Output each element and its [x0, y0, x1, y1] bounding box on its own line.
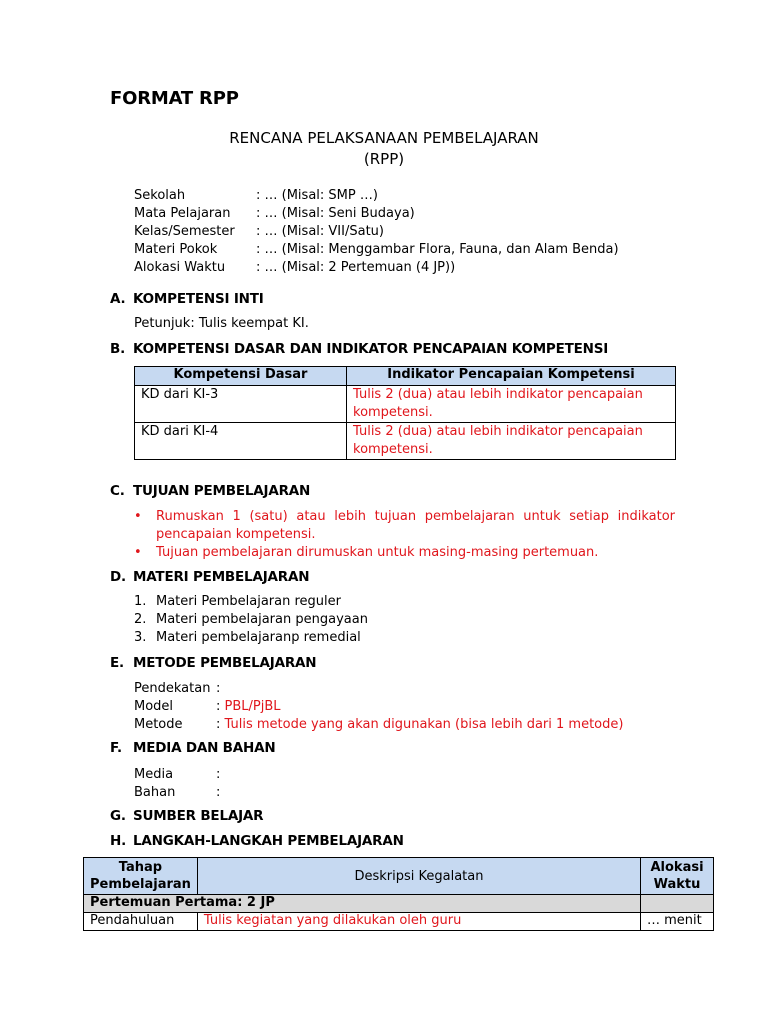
media-row — [134, 784, 220, 802]
langkah-table — [83, 857, 714, 931]
section-letter: H. — [110, 833, 127, 849]
field-colon: : — [216, 767, 221, 782]
identity-label: Sekolah — [134, 188, 186, 203]
field-colon: : — [216, 717, 221, 732]
identity-label: Materi Pokok — [134, 242, 218, 257]
list-number: 1. — [134, 594, 147, 609]
section-title: KOMPETENSI DASAR DAN INDIKATOR PENCAPAIAN KOMPETENSI — [133, 341, 609, 357]
kd-header: Kompetensi Dasar — [135, 367, 347, 386]
list-item — [134, 508, 675, 544]
bullet-icon: • — [134, 509, 142, 524]
field-label: Pendekatan — [134, 681, 211, 696]
deskripsi-header: Deskripsi Kegalatan — [197, 858, 640, 895]
metode-row — [134, 698, 623, 716]
header-text: Waktu — [653, 877, 701, 892]
ipk-text: kompetensi. — [353, 405, 433, 420]
list-item-text: Tujuan pembelajaran dirumuskan untuk masing-masing pertemuan. — [156, 545, 599, 560]
tujuan-list — [134, 508, 675, 562]
list-item-text: Materi pembelajaran pengayaan — [156, 612, 368, 627]
kd-cell: KD dari KI-3 — [135, 386, 347, 423]
ipk-cell — [347, 423, 676, 460]
list-number: 2. — [134, 612, 147, 627]
identity-value: : … (Misal: Seni Budaya) — [256, 206, 415, 221]
section-title: SUMBER BELAJAR — [133, 808, 264, 824]
field-label: Media — [134, 767, 174, 782]
identity-value: : … (Misal: 2 Pertemuan (4 JP)) — [256, 260, 456, 275]
identity-label: Mata Pelajaran — [134, 206, 231, 221]
section-heading-b — [110, 341, 608, 357]
list-item — [134, 611, 368, 629]
section-title: KOMPETENSI INTI — [133, 291, 264, 307]
section-title: MEDIA DAN BAHAN — [133, 740, 276, 756]
meeting-row — [84, 895, 714, 913]
section-title: LANGKAH-LANGKAH PEMBELAJARAN — [133, 833, 404, 849]
list-item — [134, 593, 368, 611]
tahap-header — [84, 858, 198, 895]
field-value: PBL/PjBL — [224, 699, 281, 714]
section-heading-a — [110, 291, 264, 307]
section-letter: B. — [110, 341, 126, 357]
meeting-empty-cell — [641, 895, 714, 913]
meeting-label: Pertemuan Pertama: 2 JP — [84, 895, 641, 913]
field-colon: : — [216, 699, 221, 714]
list-item-text: Rumuskan 1 (satu) atau lebih tujuan pembelajaran untuk setiap indikator pencapaian kompetensi. — [156, 509, 675, 542]
bullet-icon: • — [134, 545, 142, 560]
ki-instruction: Petunjuk: Tulis keempat KI. — [134, 316, 309, 331]
field-colon: : — [216, 785, 221, 800]
ipk-cell — [347, 386, 676, 423]
table-row — [135, 386, 676, 423]
identity-label: Kelas/Semester — [134, 224, 235, 239]
field-colon: : — [216, 681, 221, 696]
list-item — [134, 544, 675, 562]
media-block — [134, 766, 220, 802]
alokasi-cell: … menit — [641, 913, 714, 931]
table-row — [84, 913, 714, 931]
section-heading-d — [110, 569, 309, 585]
section-title: MATERI PEMBELAJARAN — [133, 569, 310, 585]
ipk-header: Indikator Pencapaian Kompetensi — [347, 367, 676, 386]
deskripsi-cell: Tulis kegiatan yang dilakukan oleh guru — [197, 913, 640, 931]
identity-row — [134, 259, 619, 277]
alokasi-header — [641, 858, 714, 895]
identity-value: : … (Misal: Menggambar Flora, Fauna, dan Alam Benda) — [256, 242, 619, 257]
format-title: FORMAT RPP — [110, 88, 239, 109]
metode-row — [134, 716, 623, 734]
section-heading-f — [110, 740, 275, 756]
doc-title-abbrev: (RPP) — [363, 150, 405, 168]
list-item-text: Materi Pembelajaran reguler — [156, 594, 341, 609]
table-row — [135, 423, 676, 460]
field-label: Model — [134, 699, 174, 714]
ipk-text: Tulis 2 (dua) atau lebih indikator pencapaian — [353, 387, 643, 402]
list-item — [134, 629, 368, 647]
doc-title: RENCANA PELAKSANAAN PEMBELAJARAN — [229, 129, 539, 147]
section-letter: D. — [110, 569, 126, 585]
field-label: Bahan — [134, 785, 176, 800]
identity-label: Alokasi Waktu — [134, 260, 226, 275]
kd-cell: KD dari KI-4 — [135, 423, 347, 460]
list-item-text: Materi pembelajaranp remedial — [156, 630, 361, 645]
identity-block — [134, 187, 619, 277]
section-letter: A. — [110, 291, 126, 307]
list-number: 3. — [134, 630, 147, 645]
identity-row — [134, 241, 619, 259]
field-value: Tulis metode yang akan digunakan (bisa lebih dari 1 metode) — [224, 717, 624, 732]
metode-block — [134, 680, 623, 734]
header-text: Alokasi — [650, 860, 704, 875]
ipk-text: kompetensi. — [353, 442, 433, 457]
section-heading-g — [110, 808, 263, 824]
section-heading-e — [110, 655, 316, 671]
section-letter: E. — [110, 655, 124, 671]
identity-value: : … (Misal: VII/Satu) — [256, 224, 384, 239]
field-label: Metode — [134, 717, 183, 732]
kd-table — [134, 366, 676, 460]
materi-list — [134, 593, 368, 647]
identity-row — [134, 223, 619, 241]
ipk-text: Tulis 2 (dua) atau lebih indikator pencapaian — [353, 424, 643, 439]
section-letter: C. — [110, 483, 125, 499]
section-letter: F. — [110, 740, 122, 756]
section-letter: G. — [110, 808, 126, 824]
header-text: Pembelajaran — [90, 877, 191, 892]
metode-row — [134, 680, 623, 698]
identity-value: : … (Misal: SMP …) — [256, 188, 378, 203]
section-heading-c — [110, 483, 310, 499]
identity-row — [134, 187, 619, 205]
section-heading-h — [110, 833, 404, 849]
header-text: Tahap — [118, 860, 163, 875]
tahap-cell: Pendahuluan — [84, 913, 198, 931]
media-row — [134, 766, 220, 784]
identity-row — [134, 205, 619, 223]
section-title: METODE PEMBELAJARAN — [133, 655, 317, 671]
section-title: TUJUAN PEMBELAJARAN — [133, 483, 311, 499]
